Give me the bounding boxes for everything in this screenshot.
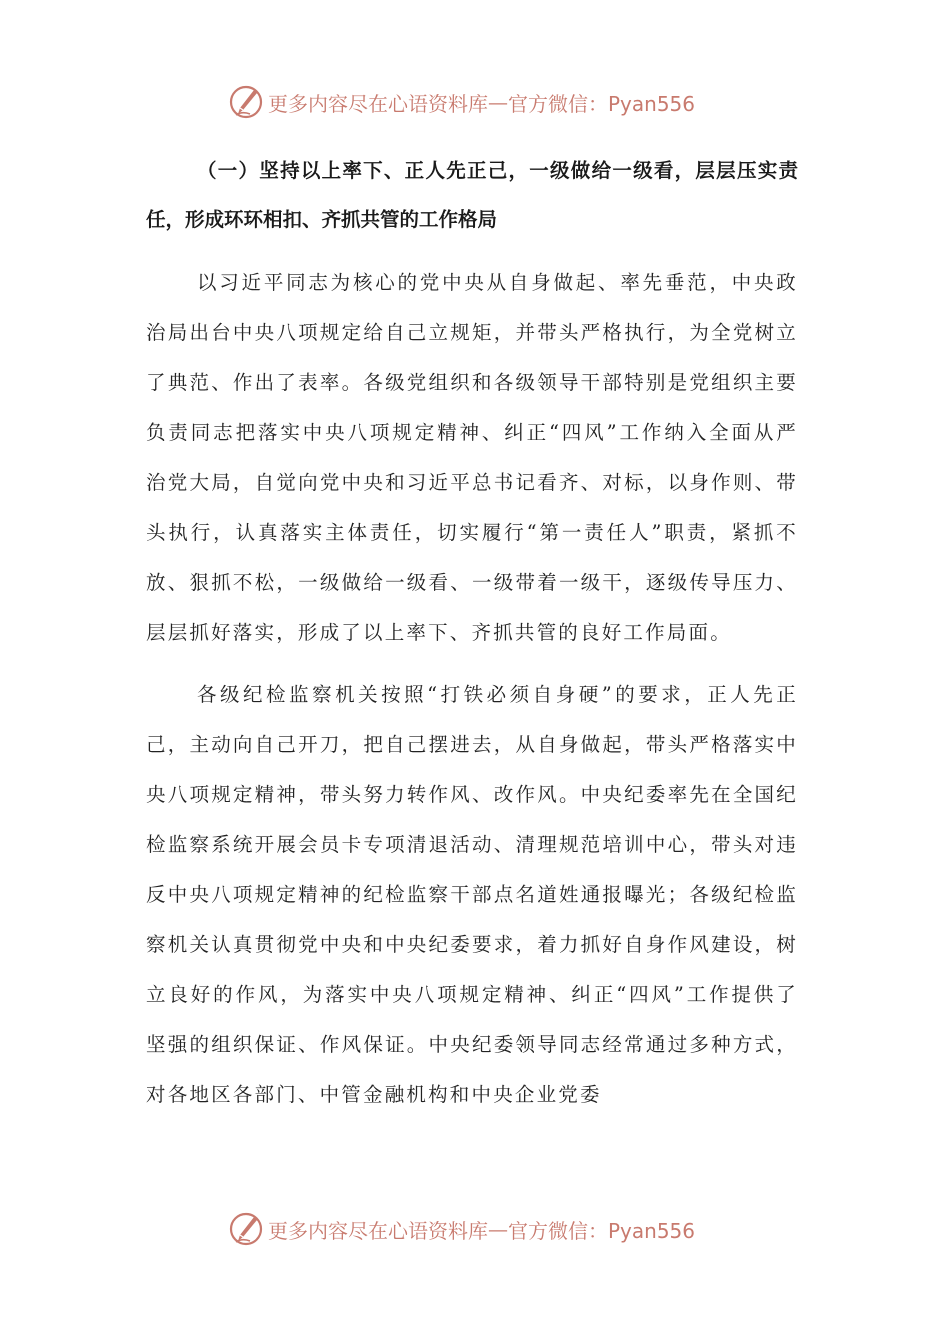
paragraph-2: 各级纪检监察机关按照“打铁必须自身硬”的要求，正人先正己，主动向自己开刀，把自己摆进去，从自身做起，带头严格落实中央八项规定精神，带头努力转作风、改作风。中央纪委率先在全国纪检监察系统开展会员卡专项清退活动、清理规范培训中心，带头对违反中央八项规定精神的纪检监察干部点名道姓通报曝光；各级纪检监察机关认真贯彻党中央和中央纪委要求，着力抓好自身作风建设，树立良好的作风，为落实中央八项规定精神、纠正“四风”工作提供了坚强的组织保证、作风保证。中央纪委领导同志经常通过多种方式，对各地区各部门、中管金融机构和中央企业党委 [146, 683, 798, 1106]
wechat-contact-text: 官方微信：Pyan556 [508, 1218, 696, 1243]
footer-watermark-banner [228, 1209, 695, 1249]
banner-separator: — [488, 1217, 508, 1241]
quill-pen-icon [228, 1211, 264, 1247]
quill-pen-icon [228, 84, 264, 120]
brand-text: 更多内容尽在心语资料库 [268, 1218, 488, 1243]
paragraph-1: 以习近平同志为核心的党中央从自身做起、率先垂范，中央政治局出台中央八项规定给自己立规矩，并带头严格执行，为全党树立了典范、作出了表率。各级党组织和各级领导干部特别是党组织主要负责同志把落实中央八项规定精神、纠正“四风”工作纳入全面从严治党大局，自觉向党中央和习近平总书记看齐、对标，以身作则、带头执行，认真落实主体责任，切实履行“第一责任人”职责，紧抓不放、狠抓不松，一级做给一级看、一级带着一级干，逐级传导压力、层层抓好落实，形成了以上率下、齐抓共管的良好工作局面。 [146, 271, 798, 644]
header-watermark-banner [228, 82, 695, 122]
document-body [146, 146, 798, 1120]
brand-text: 更多内容尽在心语资料库 [268, 91, 488, 116]
section-heading: （一）坚持以上率下、正人先正己，一级做给一级看，层层压实责任，形成环环相扣、齐抓共管的工作格局 [146, 159, 798, 231]
wechat-contact-text: 官方微信：Pyan556 [508, 91, 696, 116]
banner-separator: — [488, 90, 508, 114]
